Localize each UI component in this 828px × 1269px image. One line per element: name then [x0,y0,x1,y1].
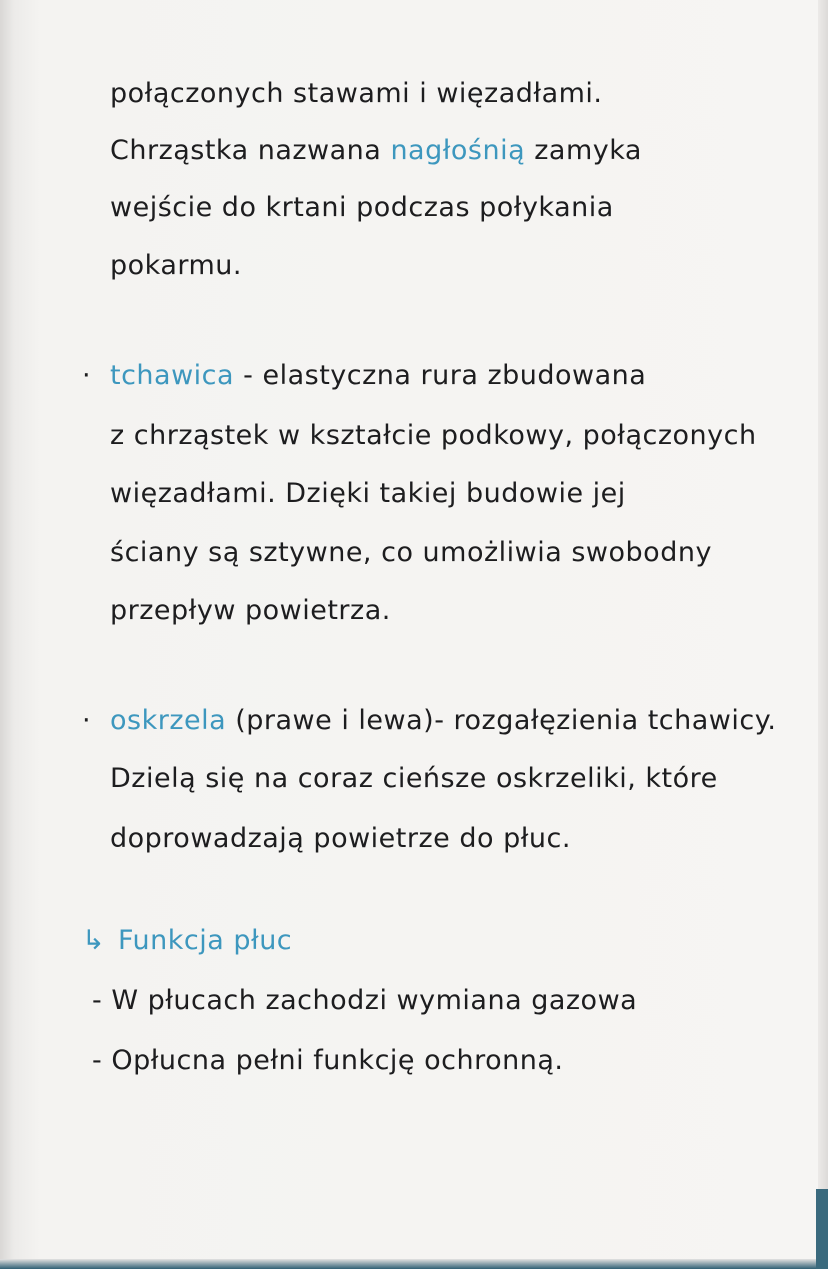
term-tchawica: tchawica [110,360,235,391]
text-line [110,135,642,166]
text-line: ściany są sztywne, co umożliwia swobodny [110,537,712,568]
text-line: przepływ powietrza. [110,595,391,626]
text: - elastyczna rura zbudowana [234,360,647,391]
text-line: z chrząstek w kształcie podkowy, połączonych [110,420,757,451]
text: zamyka [525,135,642,166]
text-line [110,360,646,391]
text-line: połączonych stawami i więzadłami. [110,78,603,109]
term-oskrzela: oskrzela [110,705,227,736]
term-naglosnia: nagłośnią [390,135,526,166]
text-line: doprowadzają powietrze do płuc. [110,823,571,854]
book-cover-edge [0,1259,828,1269]
list-item: - Opłucna pełni funkcję ochronną. [92,1045,564,1076]
bullet: · [82,705,91,736]
text-line: wejście do krtani podczas połykania [110,192,614,223]
text-line: pokarmu. [110,250,242,281]
book-cover-corner [816,1189,828,1269]
text-line [110,705,776,736]
section-heading: Funkcja płuc [118,925,293,956]
arrow-icon: ↳ [82,925,106,956]
text-line: Dzielą się na coraz cieńsze oskrzeliki, które [110,763,718,794]
page-edge [818,0,828,1269]
text: (prawe i lewa)- rozgałęzienia tchawicy. [226,705,777,736]
text-line: więzadłami. Dzięki takiej budowie jej [110,478,626,509]
text: Chrząstka nazwana [110,135,391,166]
bullet: · [82,360,91,391]
list-item: - W płucach zachodzi wymiana gazowa [92,985,638,1016]
